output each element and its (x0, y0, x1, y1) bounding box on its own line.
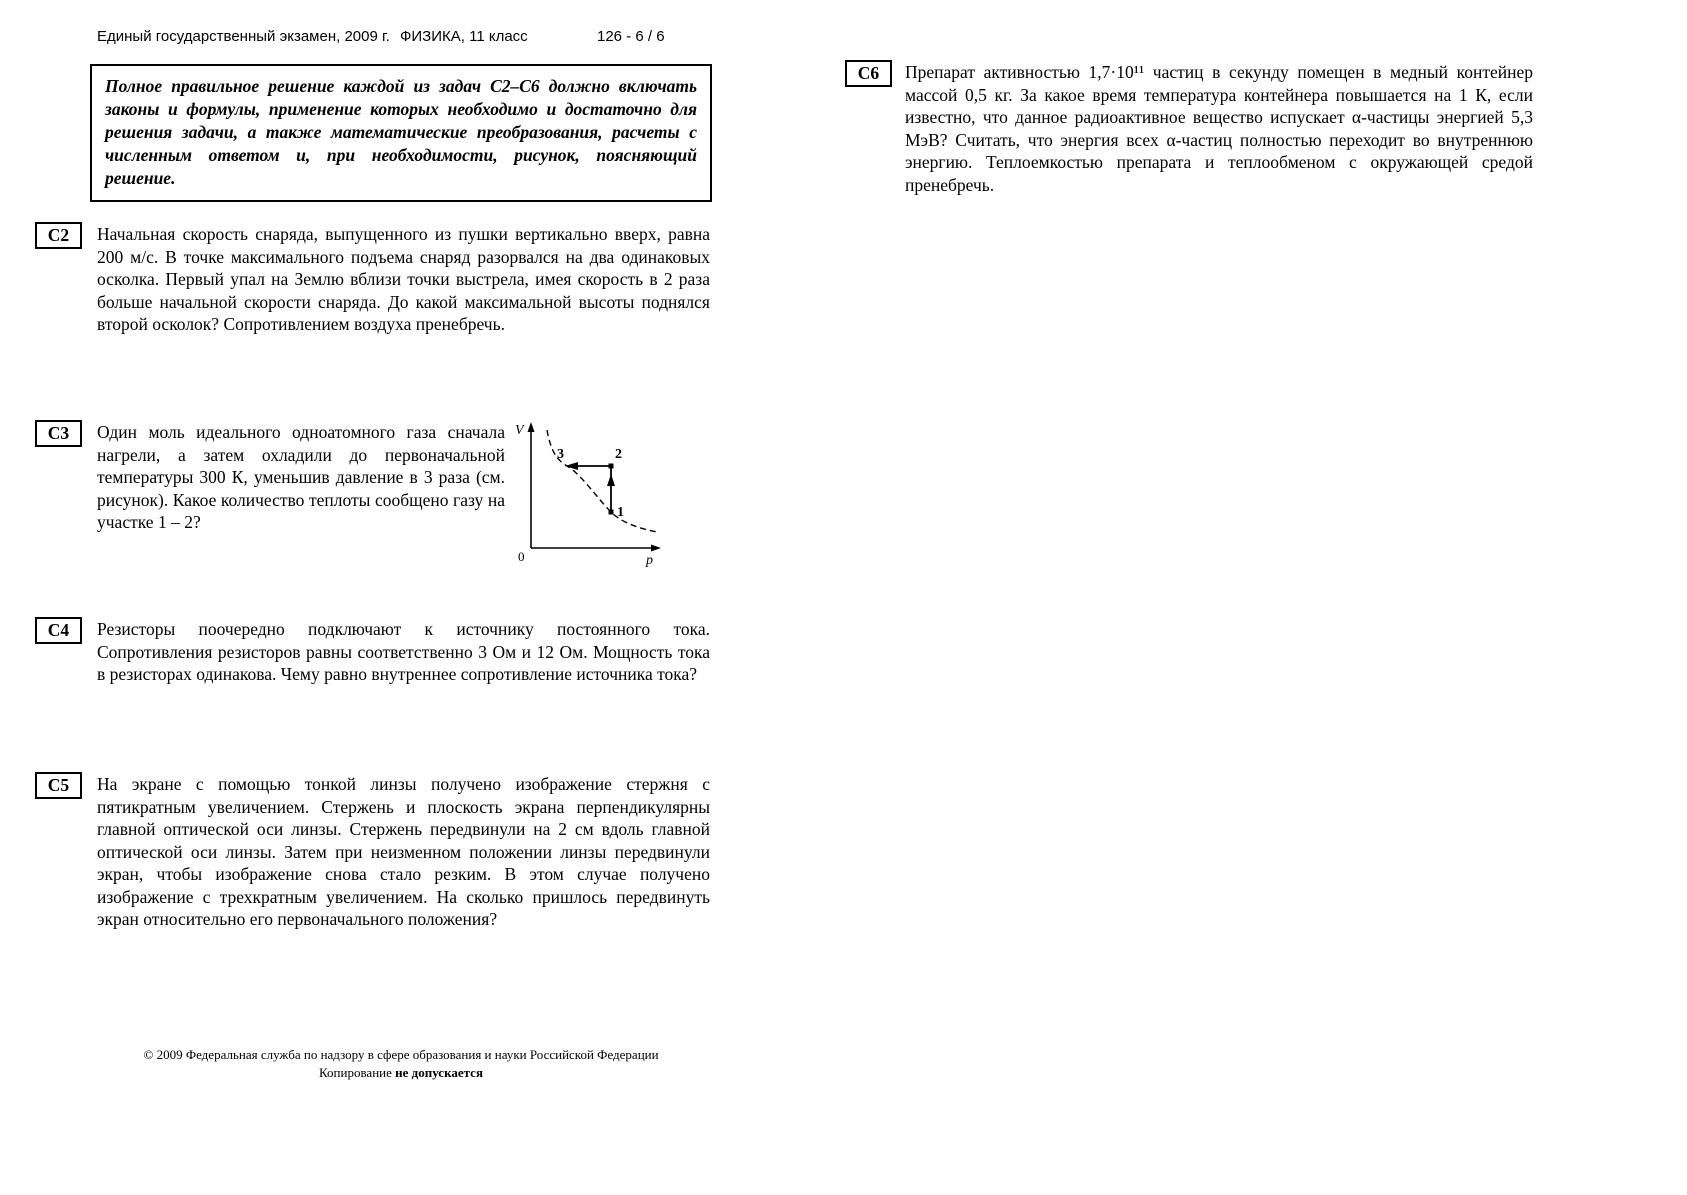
header-subject: ФИЗИКА, 11 класс (400, 28, 528, 45)
instruction-box: Полное правильное решение каждой из задач С2–С6 должно включать законы и формулы, применение которых необходимо и достаточно для решения задачи, а также математические преобразования, расчеты с численным ответом и, при необходимости, рисунок, поясняющий решение. (90, 64, 712, 202)
origin-label: 0 (518, 549, 525, 564)
footer (90, 1046, 712, 1082)
header-page-number: 126 - 6 / 6 (597, 28, 665, 45)
problem-label-c2: С2 (35, 222, 82, 249)
footer-copyright: © 2009 Федеральная служба по надзору в сфере образования и науки Российской Федерации (143, 1047, 659, 1062)
header-exam-title: Единый государственный экзамен, 2009 г. (97, 28, 390, 45)
state-point-1 (609, 510, 614, 515)
p-axis-arrow-icon (651, 545, 661, 552)
problem-label-c5: С5 (35, 772, 82, 799)
point-2-label: 2 (615, 447, 622, 462)
v-axis-label: V (515, 423, 524, 438)
process-2-3-arrow-icon (565, 462, 578, 470)
problem-label-c3: С3 (35, 420, 82, 447)
isotherm-curve (547, 430, 657, 532)
point-3-label: 3 (557, 447, 564, 462)
point-1-label: 1 (617, 505, 624, 520)
problem-text-c3: Один моль идеального одноатомного газа сначала нагрели, а затем охладили до первоначальной температуры 300 К, уменьшив давление в 3 раза (см. рисунок). Какое количество теплоты сообщено газу на участке 1 – 2? (97, 422, 505, 532)
pv-diagram (505, 416, 673, 568)
problem-label-c4: С4 (35, 617, 82, 644)
footer-copy-notice: Копирование не допускается (319, 1065, 483, 1080)
process-1-2-arrow-icon (607, 474, 615, 486)
problem-label-c6: С6 (845, 60, 892, 87)
footer-no-copy-bold: не допускается (395, 1065, 483, 1080)
v-axis-arrow-icon (528, 422, 535, 432)
p-axis-label: p (646, 553, 653, 568)
problem-text-c2: Начальная скорость снаряда, выпущенного из пушки вертикально вверх, равна 200 м/с. В точке максимального подъема снаряд разорвался на два одинаковых осколка. Первый упал на Землю вблизи точки выстрела, имея скорость в 2 раза больше начальной скорости снаряда. До какой максимальной высоты поднялся второй осколок? Сопротивлением воздуха пренебречь. (97, 224, 710, 334)
problem-text-c6: Препарат активностью 1,7·10¹¹ частиц в секунду помещен в медный контейнер массой 0,5 кг. За какое время температура контейнера повышается на 1 К, если известно, что данное радиоактивное вещество испускает α-частицы энергией 5,3 МэВ? Считать, что энергия всех α-частиц полностью переходит во внутреннюю энергию. Теплоемкостью препарата и теплообменом с окружающей средой пренебречь. (905, 62, 1533, 195)
problem-text-c4: Резисторы поочередно подключают к источнику постоянного тока. Сопротивления резисторов равны соответственно 3 Ом и 12 Ом. Мощность тока в резисторах одинакова. Чему равно внутреннее сопротивление источника тока? (97, 619, 710, 684)
problem-text-c5: На экране с помощью тонкой линзы получено изображение стержня с пятикратным увеличением. Стержень и плоскость экрана перпендикулярны главной оптической оси линзы. Стержень передвинули на 2 см вдоль главной оптической оси линзы. Затем при неизменном положении линзы передвинули экран, чтобы изображение снова стало резким. В этом случае получено изображение с трехкратным увеличением. На сколько пришлось передвинуть экран относительно его первоначального положения? (97, 774, 710, 929)
state-point-2 (609, 464, 614, 469)
